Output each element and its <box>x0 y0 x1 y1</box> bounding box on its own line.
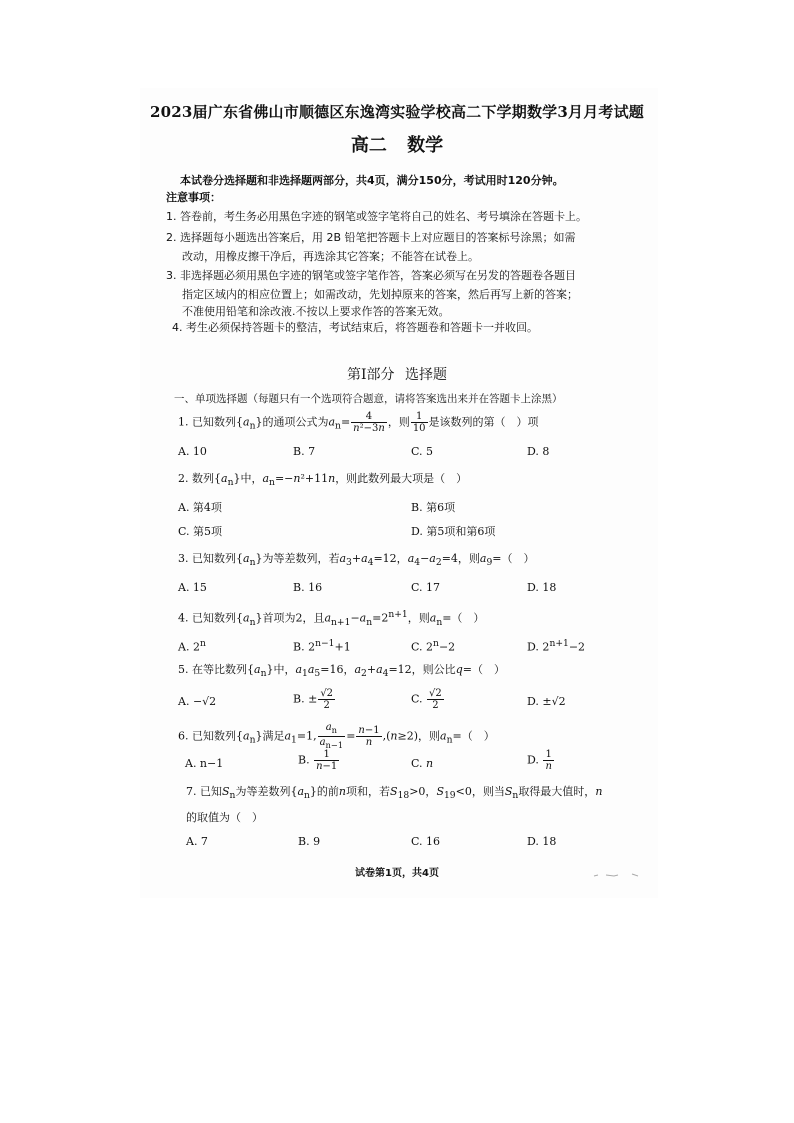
question-5: 5. 在等比数列$\{a_n\}$中，$a_1a_5=16$，$a_2+a_4=12$，则公比q=（ ） <box>178 663 505 680</box>
option-c: C. 17 <box>411 581 441 594</box>
question-3: 3. 已知数列$\{a_n\}$为等差数列，若$a_3+a_4=12$，$a_4-a_2=4$，则$a_9=$（ ） <box>178 552 535 569</box>
option-c: C. 16 <box>411 835 441 848</box>
section-heading: 一、单项选择题（每题只有一个选项符合题意，请将答案选出来并在答题卡上涂黑） <box>174 393 563 405</box>
option-b: B. 9 <box>298 835 321 848</box>
question-1: 1. 已知数列$\{a_n\}$的通项公式为$a_n=$ $\frac{4}{\text{n²−3n}}$ ，则 $\frac{1}{10}$ 是该数列的第（ ）项 <box>178 411 539 434</box>
notes-heading: 注意事项： <box>166 191 221 204</box>
option-c: C. $\frac{√2}{2}$ <box>411 688 442 711</box>
option-a: A. 15 <box>178 581 207 594</box>
option-c: C. 5 <box>411 445 434 458</box>
note-line: 改动，用橡皮擦干净后，再选涂其它答案；不能答在试卷上。 <box>182 250 479 263</box>
option-a: A. −√2 <box>178 695 217 708</box>
scan-smudge-mark <box>592 872 642 878</box>
intro-text: 本试卷分选择题和非选择题两部分，共4页，满分150分，考试用时120分钟。 <box>180 174 564 187</box>
option-c: C. n <box>411 757 434 770</box>
section-title: 第Ⅰ部分 选择题 <box>347 367 447 383</box>
option-d: D. 18 <box>527 835 557 848</box>
note-line: 3. 非选择题必须用黑色字迹的钢笔或签字笔作答，答案必须写在另发的答题卷各题目 <box>166 269 576 282</box>
option-b: B. 7 <box>293 445 316 458</box>
note-line: 指定区域内的相应位置上；如需改动，先划掉原来的答案，然后再写上新的答案； <box>182 288 578 301</box>
option-d: D. 第5项和第6项 <box>411 525 496 538</box>
option-d: D. $2^{n+1}-2$ <box>527 638 586 654</box>
option-c: C. $2^n-2$ <box>411 638 456 654</box>
question-7-continued: 的取值为（ ） <box>186 811 263 824</box>
option-b: B. 16 <box>293 581 323 594</box>
option-a: A. 2$^n$ <box>178 638 206 654</box>
question-4: 4. 已知数列$\{a_n\}$首项为2，且$a_{n+1}-a_n=2^{n+1}$，则$a_n=$（ ） <box>178 609 485 628</box>
option-a: A. 10 <box>178 445 207 458</box>
page-footer: 试卷第1页，共4页 <box>355 868 439 879</box>
note-line: 不准使用铅笔和涂改液.不按以上要求作答的答案无效。 <box>182 305 450 318</box>
note-line: 4. 考生必须保持答题卡的整洁，考试结束后，将答题卷和答题卡一并收回。 <box>172 321 538 334</box>
exam-subtitle: 高二 数学 <box>350 135 444 156</box>
note-line: 2. 选择题每小题选出答案后，用 2B 铅笔把答题卡上对应题目的答案标号涂黑；如需 <box>166 231 576 244</box>
option-a: A. 7 <box>186 835 208 848</box>
option-b: B. 第6项 <box>411 501 456 514</box>
option-d: D. ±√2 <box>527 695 566 708</box>
option-d: D. $\frac{1}{n}$ <box>527 749 552 772</box>
note-line: 1. 答卷前，考生务必用黑色字迹的钢笔或签字笔将自己的姓名、考号填涂在答题卡上。 <box>166 210 587 223</box>
option-d: D. 8 <box>527 445 550 458</box>
option-d: D. 18 <box>527 581 557 594</box>
question-7: 7. 已知$S_n$为等差数列$\{a_n\}$的前n项和，若$S_{18}>0$，$S_{19}<0$，则当$S_n$取得最大值时，n <box>186 785 603 802</box>
option-a: A. n−1 <box>185 757 224 770</box>
option-b: B. $\frac{1}{n-1}$ <box>298 749 338 772</box>
option-c: C. 第5项 <box>178 525 223 538</box>
question-2: 2. 数列$\{a_n\}$中，$a_n=-n^2+11n$，则此数列最大项是（ ） <box>178 472 468 489</box>
option-b: B. ± $\frac{√2}{2}$ <box>293 688 334 711</box>
option-a: A. 第4项 <box>178 501 222 514</box>
exam-title: 2023届广东省佛山市顺德区东逸湾实验学校高二下学期数学3月月考试题 <box>150 103 644 121</box>
option-b: B. $2^{n-1}+1$ <box>293 638 351 654</box>
question-6: 6. 已知数列$\{a_n\}$满足$a_1=1$, $\frac{a_n}{a_{n-1}}$ = $\frac{n-1}{n}$ ,(n≥2)，则$a_n=$（ ） <box>178 722 495 750</box>
